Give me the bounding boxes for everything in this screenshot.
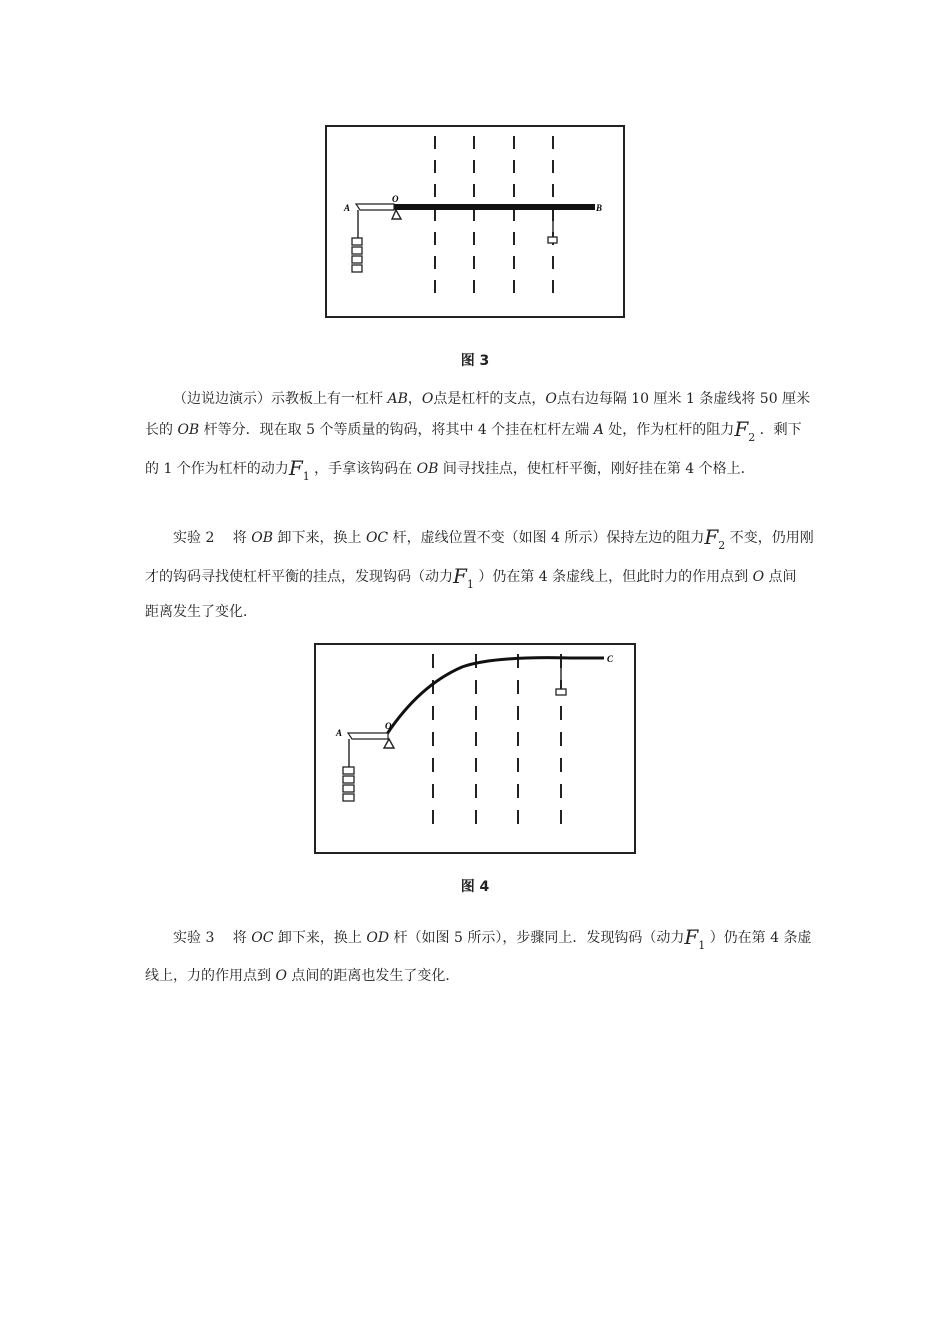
label-o: O [392,194,399,204]
fulcrum-triangle [392,210,401,219]
lever-left-segment [348,733,388,739]
paragraph-experiment-3 [145,922,812,991]
figure-3-caption: 图 3 [460,353,490,369]
p1-line-2: 长的 OB 杆等分．现在取 5 个等质量的钩码，将其中 4 个挂在杠杆左端 A 处，作为杠杆的阻力$F_2$ ．剩下 [145,417,802,444]
lever-left-segment [356,204,394,210]
paragraph-demonstration [145,384,811,492]
paragraph-experiment-2 [145,522,814,624]
p1-line-1: （边说边演示）示教板上有一杠杆 AB，O点是杠杆的支点，O点右边每隔 10 厘米 1 条虚线将 50 厘米 [173,391,811,407]
p2-line-3: 距离发生了变化． [145,604,257,620]
label-o: O [385,721,392,731]
label-b: B [596,203,603,213]
p2-line-1: 实验 2 将 OB 卸下来，换上 OC 杆，虚线位置不变（如图 4 所示）保持左边的阻力$F_2$ 不变，仍用刚 [173,525,814,552]
lever-curve-oc [387,658,604,734]
figure-3-lever-diagram [322,124,628,320]
hook-weights-left [343,767,354,801]
label-a: A [344,203,351,213]
lever-bar-ab [394,204,595,210]
fulcrum-triangle [384,739,394,748]
p3-line-2: 线上，力的作用点到 O 点间的距离也发生了变化． [145,968,460,984]
math-f2: $F_2$ [704,525,726,552]
dashed-lines [433,654,561,832]
p1-line-3: 的 1 个作为杠杆的动力$F_1$ ，手拿该钩码在 OB 间寻找挂点，使杠杆平衡，刚好挂在第 4 个格上． [145,456,755,483]
math-f1: $F_1$ [453,564,474,591]
math-f1: $F_1$ [684,925,706,952]
p2-line-2: 才的钩码寻找使杠杆平衡的挂点，发现钩码（动力$F_1$ ）仍在第 4 条虚线上，但此时力的作用点到 O 点间 [145,564,797,591]
label-c: C [607,654,614,664]
hook-weight-right [556,689,566,695]
math-f2: $F_2$ [734,417,756,444]
dashed-lines [435,136,553,296]
figure-4-caption: 图 4 [460,879,490,895]
hook-weights-left [352,238,362,272]
figure-4-curved-lever-diagram [312,642,638,856]
label-a: A [336,728,343,738]
hook-weight-right [548,237,557,243]
p3-line-1: 实验 3 将 OC 卸下来，换上 OD 杆（如图 5 所示），步骤同上．发现钩码（动力$F_1$ ）仍在第 4 条虚 [173,925,812,952]
math-f1: $F_1$ [288,456,310,483]
